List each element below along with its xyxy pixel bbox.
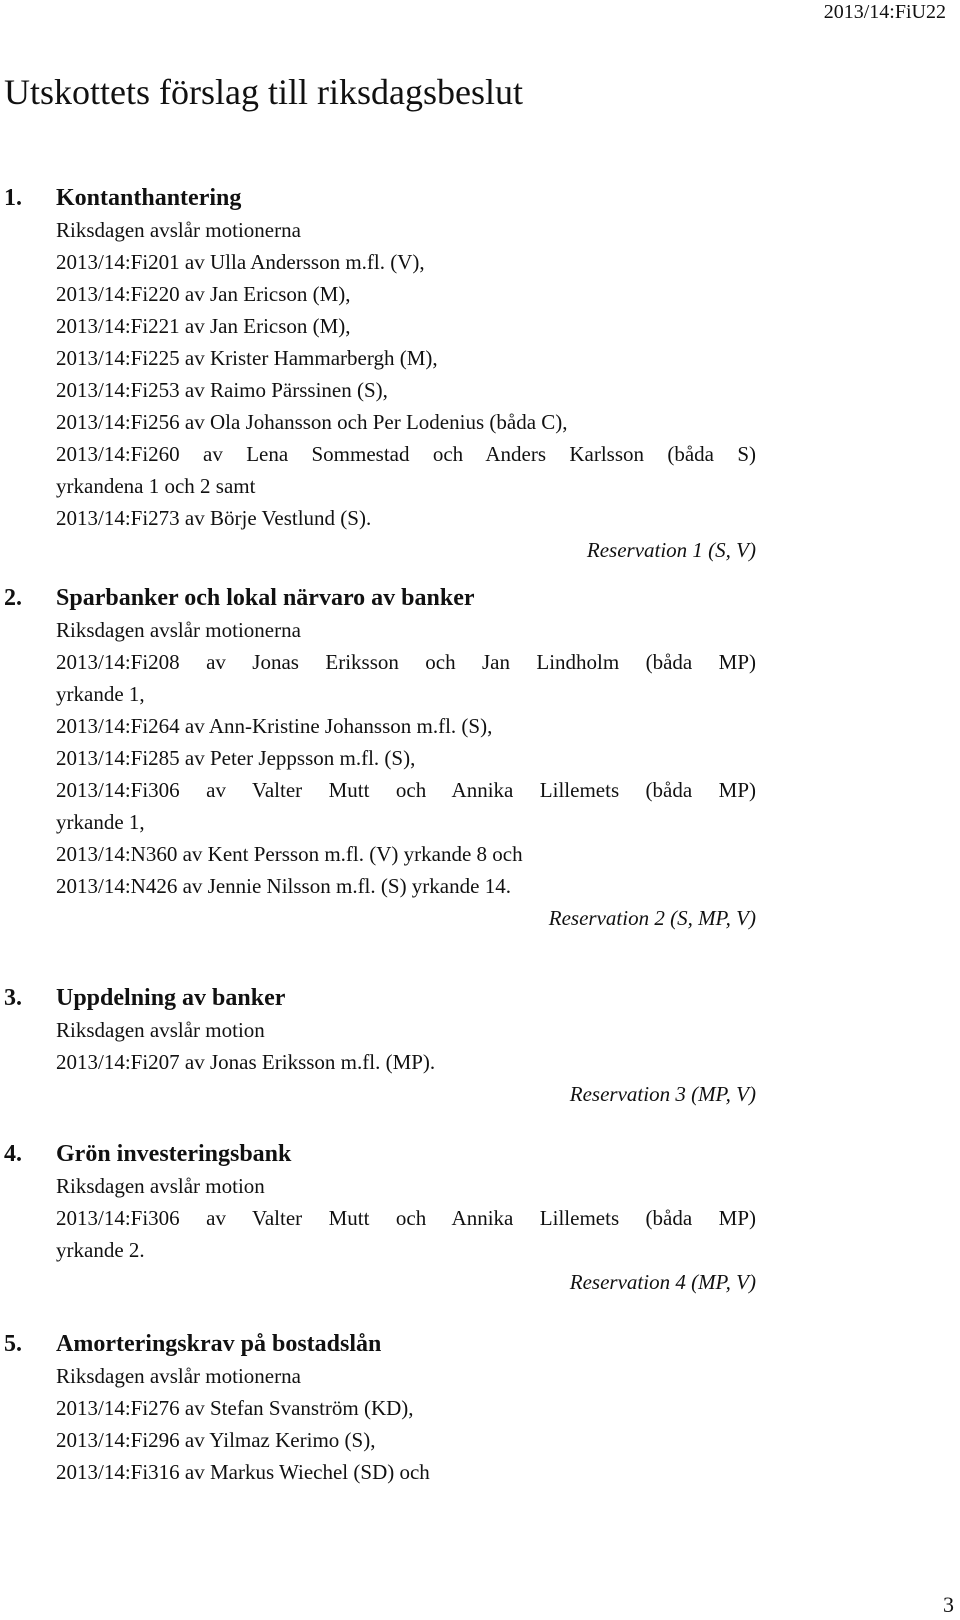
section-gron-investeringsbank	[0, 1138, 760, 1298]
motion-line: 2013/14:N426 av Jennie Nilsson m.fl. (S) yrkande 14.	[56, 874, 511, 898]
section-number: 2.	[4, 585, 22, 611]
section-title: Kontanthantering	[56, 185, 242, 211]
motion-line: 2013/14:Fi273 av Börje Vestlund (S).	[56, 506, 372, 530]
reservation-label: Reservation 4 (MP, V)	[569, 1270, 756, 1294]
motion-line: 2013/14:Fi221 av Jan Ericson (M),	[56, 314, 351, 338]
section-number: 1.	[4, 185, 22, 211]
section-title: Uppdelning av banker	[56, 985, 286, 1011]
motion-line: yrkande 1,	[56, 682, 145, 706]
section-kontanthantering	[0, 182, 760, 566]
motion-line: 2013/14:N360 av Kent Persson m.fl. (V) yrkande 8 och	[56, 842, 523, 866]
decision-text: Riksdagen avslår motionerna	[56, 218, 301, 242]
motion-line: 2013/14:Fi225 av Krister Hammarbergh (M),	[56, 346, 438, 370]
decision-text: Riksdagen avslår motion	[56, 1174, 265, 1198]
section-heading	[0, 1138, 760, 1170]
motion-line: 2013/14:Fi276 av Stefan Svanström (KD),	[56, 1396, 414, 1420]
motion-line: 2013/14:Fi296 av Yilmaz Kerimo (S),	[56, 1428, 376, 1452]
section-amorteringskrav	[0, 1328, 760, 1488]
section-number: 4.	[4, 1141, 22, 1167]
motion-line: 2013/14:Fi285 av Peter Jeppsson m.fl. (S),	[56, 746, 416, 770]
motion-line: 2013/14:Fi253 av Raimo Pärssinen (S),	[56, 378, 388, 402]
motion-line: 2013/14:Fi220 av Jan Ericson (M),	[56, 282, 351, 306]
document-id: 2013/14:FiU22	[823, 1, 946, 23]
decision-text: Riksdagen avslår motion	[56, 1018, 265, 1042]
motion-line: 2013/14:Fi264 av Ann-Kristine Johansson m.fl. (S),	[56, 714, 493, 738]
section-heading	[0, 982, 760, 1014]
section-heading	[0, 182, 760, 214]
motion-line: 2013/14:Fi207 av Jonas Eriksson m.fl. (MP).	[56, 1050, 436, 1074]
section-title: Amorteringskrav på bostadslån	[56, 1331, 382, 1357]
motion-line: yrkande 2.	[56, 1238, 145, 1262]
motion-line: yrkande 1,	[56, 810, 145, 834]
motion-line: 2013/14:Fi306 av Valter Mutt och Annika Lillemets (båda MP)	[56, 1206, 756, 1230]
motion-line: 2013/14:Fi260 av Lena Sommestad och Anders Karlsson (båda S)	[56, 442, 756, 466]
motion-line: 2013/14:Fi316 av Markus Wiechel (SD) och	[56, 1460, 430, 1484]
section-heading	[0, 582, 760, 614]
decision-text: Riksdagen avslår motionerna	[56, 1364, 301, 1388]
section-sparbanker	[0, 582, 760, 934]
motion-line: yrkandena 1 och 2 samt	[56, 474, 256, 498]
motion-line: 2013/14:Fi256 av Ola Johansson och Per Lodenius (båda C),	[56, 410, 568, 434]
motion-line: 2013/14:Fi201 av Ulla Andersson m.fl. (V),	[56, 250, 425, 274]
motion-line: 2013/14:Fi208 av Jonas Eriksson och Jan Lindholm (båda MP)	[56, 650, 756, 674]
decision-text: Riksdagen avslår motionerna	[56, 618, 301, 642]
reservation-label: Reservation 1 (S, V)	[586, 538, 756, 562]
section-uppdelning	[0, 982, 760, 1110]
section-title: Sparbanker och lokal närvaro av banker	[56, 585, 475, 611]
section-title: Grön investeringsbank	[56, 1141, 292, 1167]
page-number: 3	[943, 1592, 954, 1617]
section-number: 3.	[4, 985, 22, 1011]
motion-line: 2013/14:Fi306 av Valter Mutt och Annika Lillemets (båda MP)	[56, 778, 756, 802]
section-number: 5.	[4, 1331, 22, 1357]
page-title: Utskottets förslag till riksdagsbeslut	[4, 72, 523, 112]
reservation-label: Reservation 2 (S, MP, V)	[548, 906, 756, 930]
section-heading	[0, 1328, 760, 1360]
reservation-label: Reservation 3 (MP, V)	[569, 1082, 756, 1106]
